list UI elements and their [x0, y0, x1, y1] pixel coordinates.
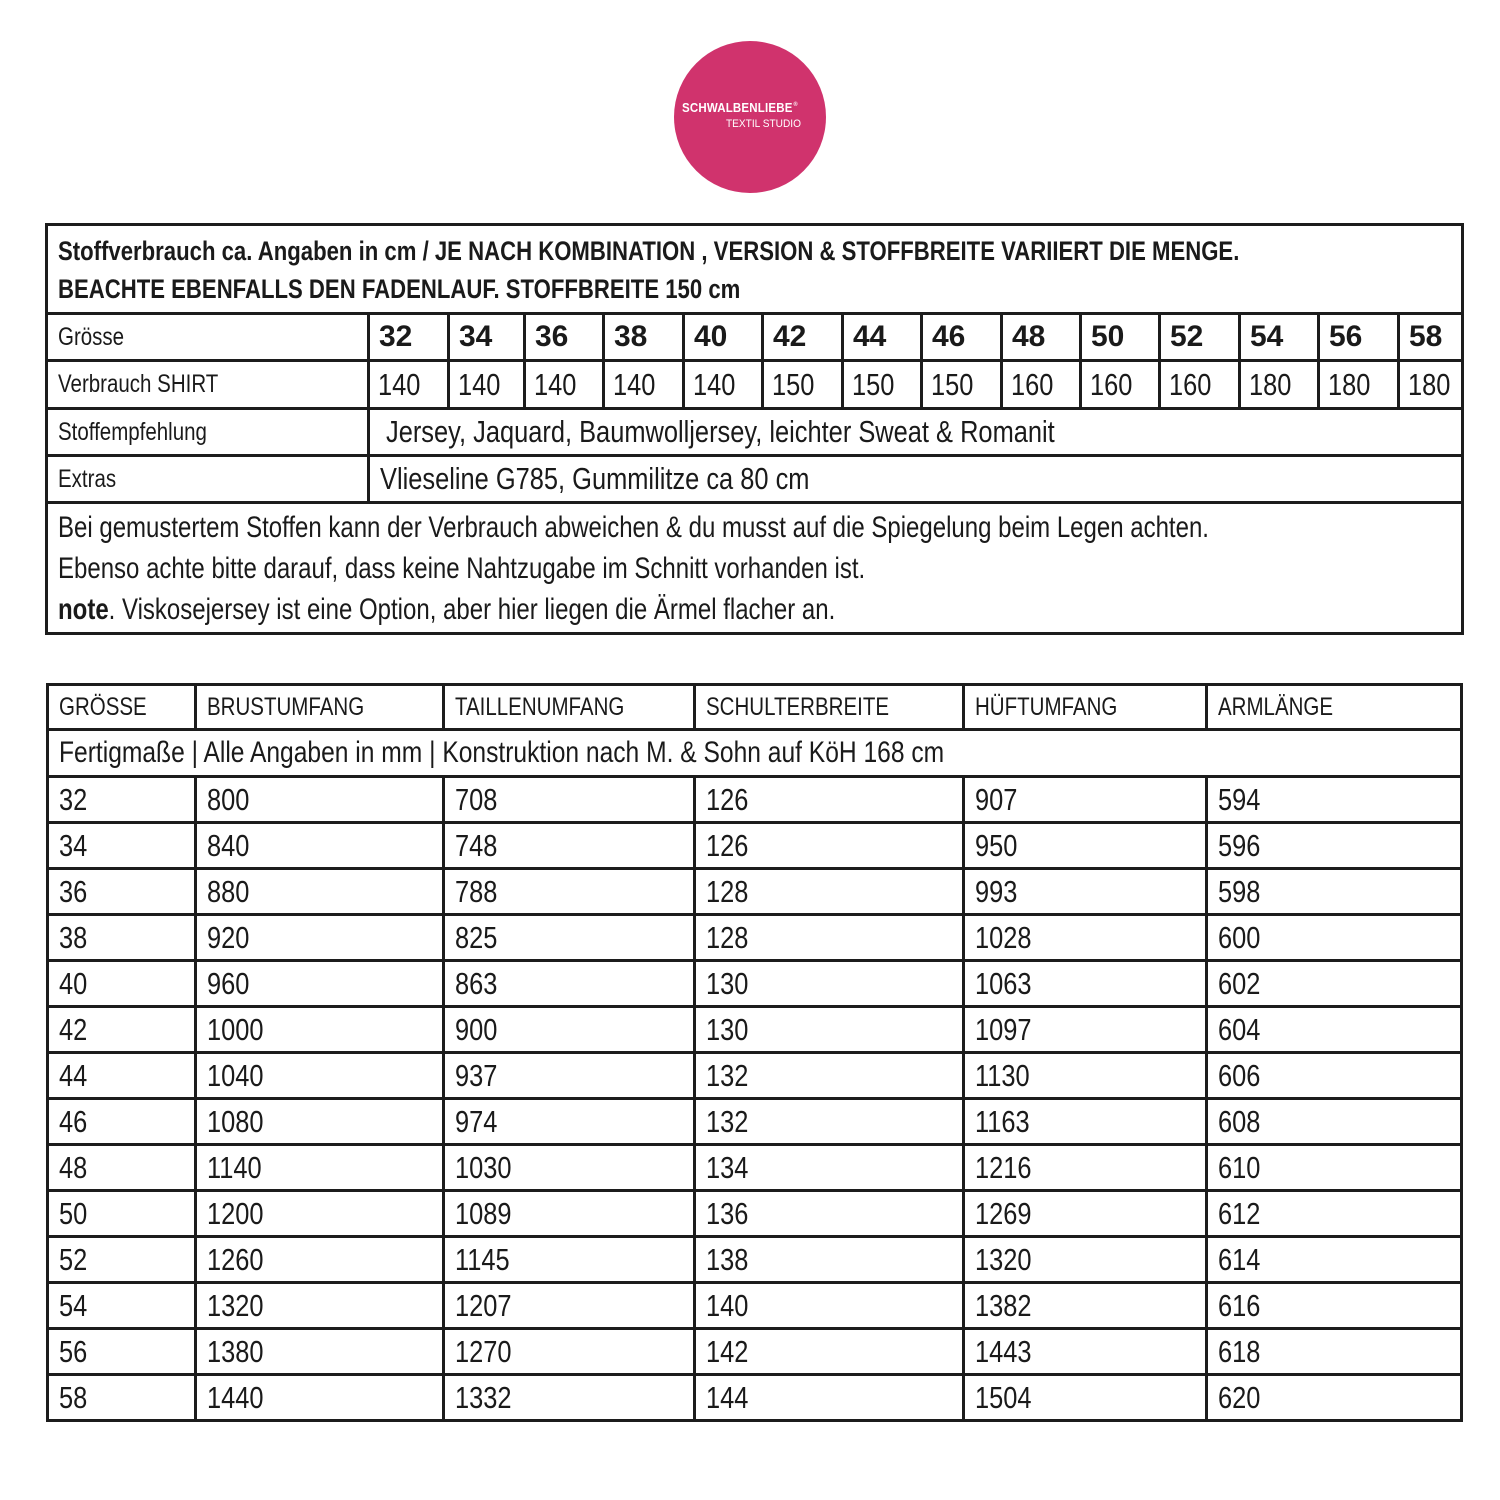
table-cell: 48: [48, 1145, 196, 1191]
column-header: SCHULTERBREITE: [695, 685, 964, 730]
table-cell: 1200: [196, 1191, 444, 1237]
table-cell: 128: [695, 869, 964, 915]
column-header: ARMLÄNGE: [1207, 685, 1462, 730]
table-cell: 788: [444, 869, 695, 915]
table-cell: 54: [48, 1283, 196, 1329]
table-cell: 1382: [964, 1283, 1207, 1329]
table-cell: 616: [1207, 1283, 1462, 1329]
table-cell: 608: [1207, 1099, 1462, 1145]
table-cell: 825: [444, 915, 695, 961]
table-cell: 56: [48, 1329, 196, 1375]
table-cell: 42: [48, 1007, 196, 1053]
size-cell: 46: [922, 314, 1002, 361]
table-row: [48, 915, 1462, 961]
table-cell: 612: [1207, 1191, 1462, 1237]
table-cell: 36: [48, 869, 196, 915]
table-cell: 1320: [196, 1283, 444, 1329]
table-cell: 907: [964, 777, 1207, 823]
logo-tagline: TEXTIL STUDIO: [726, 118, 801, 130]
table-cell: 1097: [964, 1007, 1207, 1053]
fabric-consumption-table: [45, 223, 1464, 635]
table-cell: 620: [1207, 1375, 1462, 1421]
table-cell: 880: [196, 869, 444, 915]
size-cell: 36: [525, 314, 604, 361]
table-cell: 1320: [964, 1237, 1207, 1283]
fabric-note: [47, 503, 1463, 634]
column-header: HÜFTUMFANG: [964, 685, 1207, 730]
usage-cell: 150: [843, 361, 922, 409]
table-cell: 596: [1207, 823, 1462, 869]
logo-brand-name: SCHWALBENLIEBE®: [682, 101, 798, 115]
table-cell: 1332: [444, 1375, 695, 1421]
table-cell: 1380: [196, 1329, 444, 1375]
table-row: [48, 823, 1462, 869]
size-cell: 32: [369, 314, 449, 361]
recommendation-row: [47, 409, 1463, 456]
table-cell: 138: [695, 1237, 964, 1283]
table-cell: 144: [695, 1375, 964, 1421]
table-row: [48, 1237, 1462, 1283]
table-cell: 46: [48, 1099, 196, 1145]
table-cell: 610: [1207, 1145, 1462, 1191]
table-cell: 748: [444, 823, 695, 869]
table-cell: 32: [48, 777, 196, 823]
fabric-title-line-2: BEACHTE EBENFALLS DEN FADENLAUF. STOFFBREITE 150 cm: [58, 274, 741, 304]
fabric-table-title: [47, 225, 1463, 314]
table-cell: 800: [196, 777, 444, 823]
usage-cell: 180: [1319, 361, 1399, 409]
fabric-table-title-row: [47, 225, 1463, 314]
measurements-subtitle: Fertigmaße | Alle Angaben in mm | Konstruktion nach M. & Sohn auf KöH 168 cm: [48, 730, 1462, 777]
size-cell: 38: [604, 314, 684, 361]
size-cell: 44: [843, 314, 922, 361]
brand-logo: [674, 41, 826, 193]
size-cell: 52: [1160, 314, 1240, 361]
table-cell: 920: [196, 915, 444, 961]
table-cell: 132: [695, 1099, 964, 1145]
measurements-header-row: [48, 685, 1462, 730]
size-cell: 50: [1081, 314, 1160, 361]
table-cell: 128: [695, 915, 964, 961]
size-cell: 54: [1240, 314, 1319, 361]
note-line-3: note. Viskosejersey ist eine Option, aber hier liegen die Ärmel flacher an.: [58, 592, 836, 626]
note-keyword: note: [58, 592, 109, 626]
usage-cell: 140: [684, 361, 763, 409]
table-cell: 52: [48, 1237, 196, 1283]
table-cell: 594: [1207, 777, 1462, 823]
table-row: [48, 1145, 1462, 1191]
size-row: [47, 314, 1463, 361]
recommendation-value: Jersey, Jaquard, Baumwolljersey, leichter Sweat & Romanit: [369, 409, 1463, 456]
table-cell: 1040: [196, 1053, 444, 1099]
table-row: [48, 777, 1462, 823]
table-cell: 1145: [444, 1237, 695, 1283]
table-row: [48, 1329, 1462, 1375]
table-cell: 618: [1207, 1329, 1462, 1375]
usage-cell: 160: [1002, 361, 1081, 409]
table-cell: 1089: [444, 1191, 695, 1237]
table-cell: 1080: [196, 1099, 444, 1145]
table-cell: 134: [695, 1145, 964, 1191]
table-cell: 1028: [964, 915, 1207, 961]
table-cell: 58: [48, 1375, 196, 1421]
table-cell: 130: [695, 1007, 964, 1053]
note-row: [47, 503, 1463, 634]
size-cell: 42: [763, 314, 843, 361]
table-cell: 1270: [444, 1329, 695, 1375]
table-cell: 1216: [964, 1145, 1207, 1191]
table-cell: 1130: [964, 1053, 1207, 1099]
table-cell: 708: [444, 777, 695, 823]
table-cell: 1207: [444, 1283, 695, 1329]
table-cell: 1063: [964, 961, 1207, 1007]
size-cell: 48: [1002, 314, 1081, 361]
table-cell: 840: [196, 823, 444, 869]
table-row: [48, 1191, 1462, 1237]
table-cell: 44: [48, 1053, 196, 1099]
usage-cell: 140: [525, 361, 604, 409]
column-header: GRÖSSE: [48, 685, 196, 730]
table-cell: 140: [695, 1283, 964, 1329]
extras-row: [47, 456, 1463, 503]
table-cell: 600: [1207, 915, 1462, 961]
table-cell: 40: [48, 961, 196, 1007]
usage-cell: 180: [1399, 361, 1463, 409]
table-cell: 1000: [196, 1007, 444, 1053]
note-line-2: Ebenso achte bitte darauf, dass keine Nahtzugabe im Schnitt vorhanden ist.: [58, 551, 866, 585]
table-cell: 604: [1207, 1007, 1462, 1053]
usage-cell: 150: [763, 361, 843, 409]
table-cell: 993: [964, 869, 1207, 915]
table-cell: 38: [48, 915, 196, 961]
table-cell: 598: [1207, 869, 1462, 915]
extras-value: Vlieseline G785, Gummilitze ca 80 cm: [369, 456, 1463, 503]
note-line-1: Bei gemustertem Stoffen kann der Verbrauch abweichen & du musst auf die Spiegelung beim Legen achten.: [58, 510, 1209, 544]
table-cell: 937: [444, 1053, 695, 1099]
fabric-title-line-1: Stoffverbrauch ca. Angaben in cm / JE NACH KOMBINATION , VERSION & STOFFBREITE VARIIERT DIE MENGE.: [58, 236, 1240, 266]
table-cell: 142: [695, 1329, 964, 1375]
size-cell: 58: [1399, 314, 1463, 361]
table-cell: 900: [444, 1007, 695, 1053]
table-cell: 132: [695, 1053, 964, 1099]
column-header: BRUSTUMFANG: [196, 685, 444, 730]
column-header: TAILLENUMFANG: [444, 685, 695, 730]
size-label: Grösse: [47, 314, 369, 361]
table-cell: 1269: [964, 1191, 1207, 1237]
usage-label: Verbrauch SHIRT: [47, 361, 369, 409]
usage-row: [47, 361, 1463, 409]
table-row: [48, 1099, 1462, 1145]
table-row: [48, 1053, 1462, 1099]
table-cell: 1140: [196, 1145, 444, 1191]
table-cell: 606: [1207, 1053, 1462, 1099]
table-cell: 1030: [444, 1145, 695, 1191]
table-cell: 130: [695, 961, 964, 1007]
table-cell: 950: [964, 823, 1207, 869]
size-cell: 40: [684, 314, 763, 361]
table-row: [48, 1283, 1462, 1329]
recommendation-label: Stoffempfehlung: [47, 409, 369, 456]
table-cell: 614: [1207, 1237, 1462, 1283]
usage-cell: 140: [369, 361, 449, 409]
measurements-table: [46, 683, 1463, 1422]
usage-cell: 160: [1081, 361, 1160, 409]
table-row: [48, 1007, 1462, 1053]
table-row: [48, 869, 1462, 915]
measurements-subtitle-row: [48, 730, 1462, 777]
table-cell: 960: [196, 961, 444, 1007]
table-cell: 1504: [964, 1375, 1207, 1421]
usage-cell: 140: [449, 361, 525, 409]
table-cell: 50: [48, 1191, 196, 1237]
usage-cell: 160: [1160, 361, 1240, 409]
table-cell: 1443: [964, 1329, 1207, 1375]
table-cell: 1260: [196, 1237, 444, 1283]
usage-cell: 140: [604, 361, 684, 409]
size-cell: 56: [1319, 314, 1399, 361]
table-cell: 1163: [964, 1099, 1207, 1145]
usage-cell: 180: [1240, 361, 1319, 409]
table-cell: 126: [695, 777, 964, 823]
table-cell: 136: [695, 1191, 964, 1237]
table-cell: 863: [444, 961, 695, 1007]
table-cell: 974: [444, 1099, 695, 1145]
table-cell: 1440: [196, 1375, 444, 1421]
extras-label: Extras: [47, 456, 369, 503]
table-cell: 34: [48, 823, 196, 869]
table-cell: 126: [695, 823, 964, 869]
size-cell: 34: [449, 314, 525, 361]
table-cell: 602: [1207, 961, 1462, 1007]
usage-cell: 150: [922, 361, 1002, 409]
table-row: [48, 1375, 1462, 1421]
table-row: [48, 961, 1462, 1007]
